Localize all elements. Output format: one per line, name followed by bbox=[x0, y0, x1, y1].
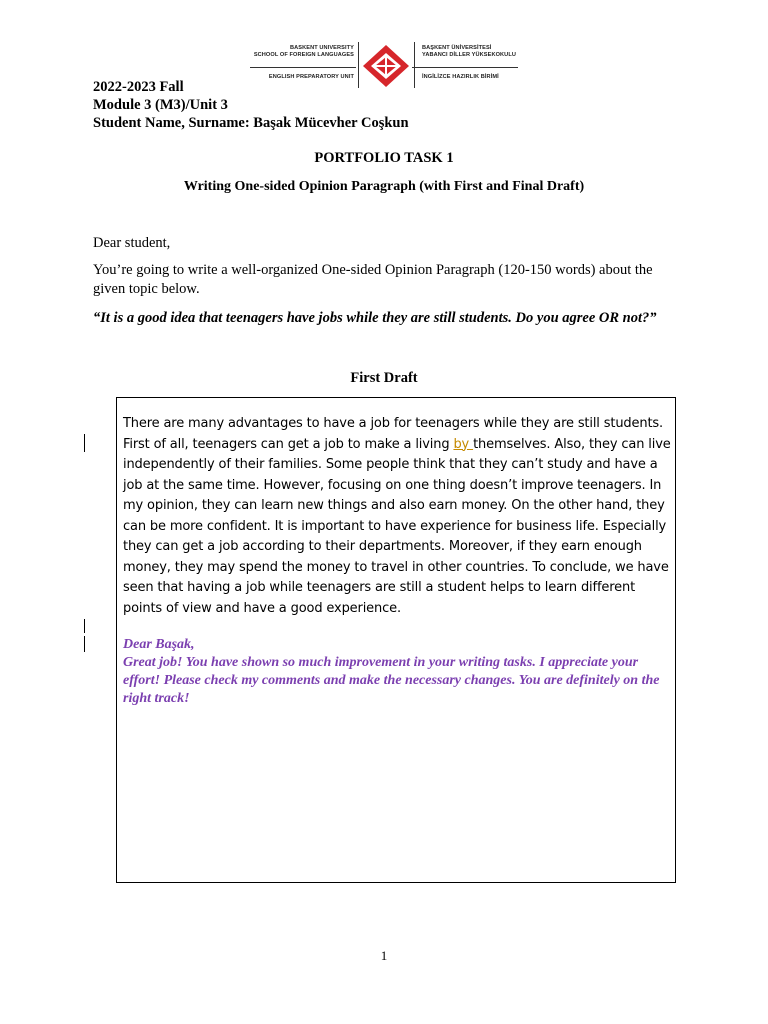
logo-divider-left bbox=[250, 67, 356, 68]
task-title: PORTFOLIO TASK 1 bbox=[314, 150, 454, 166]
logo-right-subtitle: İNGİLİZCE HAZIRLIK BİRİMİ bbox=[422, 74, 499, 80]
greeting: Dear student, bbox=[93, 235, 171, 251]
term-label: 2022-2023 Fall bbox=[93, 79, 184, 95]
teacher-greeting: Dear Başak, bbox=[123, 637, 195, 652]
essay-topic: “It is a good idea that teenagers have jobs while they are still students. Do you agree OR not?” bbox=[93, 310, 657, 326]
task-subtitle: Writing One-sided Opinion Paragraph (with First and Final Draft) bbox=[183, 179, 585, 194]
first-draft-box[interactable] bbox=[116, 397, 676, 883]
commented-word[interactable]: by bbox=[453, 436, 474, 452]
teacher-comment: Great job! You have shown so much improvement in your writing tasks. I appreciate your effort! Please check my comments and make the necessary changes. You are definitely on the right track! bbox=[123, 655, 660, 706]
margin-change-bar bbox=[84, 434, 85, 452]
module-label: Module 3 (M3)/Unit 3 bbox=[93, 97, 228, 113]
instruction-paragraph: You’re going to write a well-organized One-sided Opinion Paragraph (120-150 words) about the given topic below. bbox=[93, 262, 653, 297]
document-header bbox=[93, 78, 409, 132]
logo-divider-right bbox=[412, 67, 518, 68]
teacher-feedback bbox=[123, 636, 673, 708]
student-name: Student Name, Surname: Başak Mücevher Coşkun bbox=[93, 115, 409, 131]
margin-change-bar bbox=[84, 636, 85, 652]
first-draft-heading: First Draft bbox=[350, 370, 418, 386]
draft-text-part-2: themselves. Also, they can live independently of their families. Some people think that they can’t study and have a job at the same time. However, focusing on one thing doesn’t improve teenagers. In my opinion, they can learn new things and also earn money. On the other hand, they can be more confident. It is important to have experience for business life. Especially they can get a job according to their departments. Moreover, if they earn enough money, they may spend the money to travel in other countries. To conclude, we have seen that having a job while teenagers are still a student helps to learn different points of view and have a good experience. bbox=[123, 436, 671, 616]
logo-vertical-rule-right bbox=[414, 42, 415, 88]
margin-change-bar bbox=[84, 619, 85, 633]
logo-right-line-2: YABANCI DİLLER YÜKSEKOKULU bbox=[422, 52, 516, 58]
logo-left-text bbox=[248, 45, 354, 59]
logo-right-line-1: BAŞKENT ÜNİVERSİTESİ bbox=[422, 45, 492, 51]
logo-left-line-1: BASKENT UNIVERSITY bbox=[290, 45, 354, 51]
logo-right-text bbox=[422, 45, 522, 59]
draft-text-part-1: There are many advantages to have a job for teenagers while they are still students. First of all, teenagers can get a job to make a living bbox=[123, 416, 664, 452]
logo-left-line-2: SCHOOL OF FOREIGN LANGUAGES bbox=[253, 52, 354, 58]
page-number: 1 bbox=[380, 948, 388, 963]
logo-left-subtitle: ENGLISH PREPARATORY UNIT bbox=[268, 74, 354, 80]
student-draft-text[interactable] bbox=[123, 414, 671, 619]
